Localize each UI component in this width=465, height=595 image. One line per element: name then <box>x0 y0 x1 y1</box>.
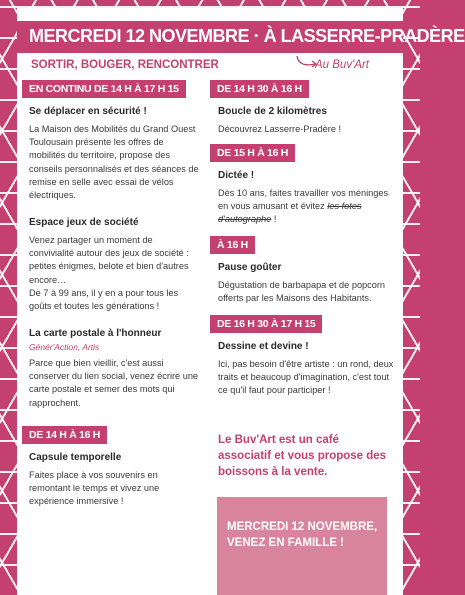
time-tag-capsule: DE 14 H À 16 H <box>22 426 107 444</box>
subtitle: SORTIR, BOUGER, RENCONTRER <box>31 59 219 71</box>
header-title <box>29 26 465 47</box>
time-tag-snack: À 16 H <box>210 236 255 254</box>
item-title: Dictée ! <box>218 170 255 181</box>
header-band <box>17 21 465 53</box>
time-tag-walk: DE 14 H 30 À 16 H <box>210 80 309 98</box>
time-tag-drawing: DE 16 H 30 À 17 H 15 <box>210 315 322 333</box>
item-drawing <box>218 341 398 398</box>
item-title: La carte postale à l'honneur <box>29 328 162 339</box>
item-title: Espace jeux de société <box>29 217 139 228</box>
item-text: Venez partager un moment de convivialité autour des jeux de société : petites énigmes, belote et bien d'autres encore… <box>29 235 189 285</box>
dictation-text: Dès 10 ans, faites travailler vos méninges en vous amusant et évitez <box>218 188 389 212</box>
item-snack <box>218 262 398 305</box>
item-board-games <box>29 217 199 313</box>
flyer-page <box>17 8 465 595</box>
item-text: Faites place à vos souvenirs en remontant le temps et vivez une expérience immersive ! <box>29 470 160 507</box>
time-tag-dictation: DE 15 H À 16 H <box>210 144 295 162</box>
item-text <box>218 187 398 227</box>
time-tag-continuous: EN CONTINU DE 14 H À 17 H 15 <box>22 80 186 98</box>
item-title: Dessine et devine ! <box>218 341 309 352</box>
header-date: MERCREDI 12 NOVEMBRE <box>29 26 250 46</box>
family-box <box>217 497 387 595</box>
item-text: Découvrez Lasserre-Pradère ! <box>218 124 342 134</box>
item-text: Parce que bien vieillir, c'est aussi conserver du lien social, venez écrire une carte postale et semer des mots qui rapprochent. <box>29 358 199 408</box>
place-label: Au Buv'Art <box>315 59 369 71</box>
item-walk <box>218 106 398 136</box>
item-title: Se déplacer en sécurité ! <box>29 106 147 117</box>
dictation-end: ! <box>273 214 277 225</box>
item-capsule <box>29 452 199 509</box>
item-text: Dégustation de barbapapa et de popcorn offerts par les Maisons des Habitants. <box>218 280 386 304</box>
item-credit: Génér'Action, Artis <box>29 342 100 352</box>
item-dictation <box>218 170 398 227</box>
item-text: La Maison des Mobilités du Grand Ouest Toulousain présente les offres de mobilités du territoire, propose des conseils personnalisés et des séances de remise en selle avec essai de vélos électriques. <box>29 124 199 201</box>
dictation-strike: les fotes d'autographe <box>218 201 362 225</box>
item-text: Ici, pas besoin d'être artiste : un rond, deux traits et beaucoup d'imagination, c'est tout ce qu'il faut pour participer ! <box>218 359 394 396</box>
item-title: Capsule temporelle <box>29 452 122 463</box>
item-mobility <box>29 106 199 202</box>
header-location: À LASSERRE-PRADÈRE <box>263 26 465 46</box>
cafe-note: Le Buv'Art est un café associatif et vous propose des boissons à la vente. <box>218 434 387 478</box>
header-separator: · <box>253 26 260 46</box>
item-postcard <box>29 328 199 410</box>
item-title: Pause goûter <box>218 262 282 273</box>
item-title: Boucle de 2 kilomètres <box>218 106 327 117</box>
item-text-2: De 7 à 99 ans, il y en a pour tous les goûts et toutes les générations ! <box>29 287 179 312</box>
family-text: MERCREDI 12 NOVEMBRE, VENEZ EN FAMILLE ! <box>227 521 378 549</box>
